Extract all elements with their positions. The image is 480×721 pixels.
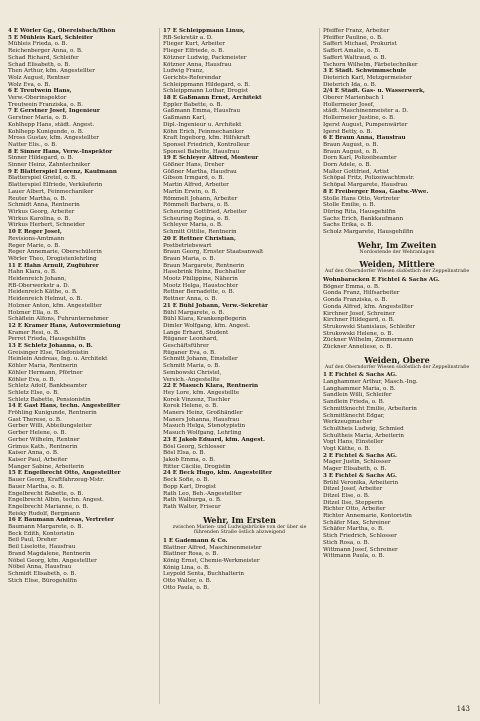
resident-line: Bühl Margarete, o. B.	[163, 309, 225, 316]
resident-line: Mager Justin, Schlosser	[323, 459, 391, 466]
address-entry	[323, 135, 471, 189]
resident-line: König Ernst, Chemie-Werkmeister	[163, 557, 260, 564]
resident-line: Schmittknecht Emilie, Arbeiterin	[323, 405, 417, 412]
resident-line: Ludwig Franz,	[163, 68, 205, 75]
section-note: Auf den Oberndorfer Wiesen südöstlich der Zeppelinstraße	[324, 269, 470, 275]
address-entry	[8, 88, 156, 108]
resident-line: Beck Sofie, o. B.	[163, 477, 210, 484]
address-entry	[323, 189, 471, 236]
resident-line: Schletz Adolf, Bankbeamter	[8, 383, 88, 390]
resident-line: Ritter Cäcilie, Drogistin	[163, 463, 231, 470]
resident-line: Kaiser Anna, o. B.	[8, 450, 59, 457]
resident-line: Kraft Ingeborg, kfm. Hilfskraft	[163, 135, 251, 142]
address-entry	[163, 155, 316, 235]
resident-line: Dorn Adele, o. B.	[323, 162, 372, 169]
resident-line: Baumann Margarete, o. B.	[8, 524, 84, 531]
column-1	[8, 28, 156, 704]
resident-line: Braun August, o. B.	[323, 141, 379, 148]
resident-line: Heidenreich Johann,	[8, 276, 67, 283]
resident-line: Gerber Willi, Abteilungsleiter	[8, 423, 92, 430]
resident-line: Reger Annemarie, Oberschülerin	[8, 249, 102, 256]
resident-line: Blattner Alfred, Maschinenmeister	[163, 544, 262, 551]
entry-heading: 3 E Städt. Schwimmschule	[323, 68, 407, 75]
resident-line: Kohlhepp Kunigunde, o. B.	[8, 128, 84, 135]
resident-line: Scholz Margarete, Hausgehilfin	[323, 229, 414, 236]
resident-line: Holzner Ella, o. B.	[8, 309, 60, 316]
resident-line: Engelbrecht Babette, o. B.	[8, 490, 84, 497]
resident-line: Ditzel Josef, Arbeiter	[323, 486, 383, 493]
resident-line: Heidenreich Helmut, o. B.	[8, 296, 83, 303]
resident-line: Langhammer Arthur, Masch.-Ing.	[323, 379, 418, 386]
resident-line: Schöpal Fritz, Polizeiwachtmstr.	[323, 175, 415, 182]
section-title: Wehr, Im Zweiten	[357, 239, 437, 250]
resident-line: Dimler Wolfgang, kfm. Angest.	[163, 322, 251, 329]
entry-heading: 4 E Wörler Gg., Oberelsbach/Rhön	[8, 28, 116, 34]
resident-line: Langhammer Maria, o. B.	[323, 385, 396, 392]
resident-line: Heinlein Andreas, Ing. u. Architekt	[8, 356, 108, 363]
resident-line: Perret Frieda, Hausgehilfin	[8, 336, 86, 343]
resident-line: Masuch Helga, Stenotypistin	[163, 423, 246, 430]
resident-line: Malter Gottfried, Artist	[323, 168, 390, 175]
address-entry	[163, 538, 316, 592]
resident-line: König Lina, o. B.	[163, 564, 210, 571]
resident-line: Schöpal Margarete, Hausfrau	[323, 182, 408, 189]
address-entry	[163, 303, 316, 383]
resident-line: Korek Vinzenz, Tischler	[163, 396, 231, 403]
resident-line: Schmittknecht Edgar,	[323, 412, 385, 419]
resident-line: Then Arthur, kfm. Angestellter	[8, 68, 95, 75]
resident-line: Köhn Erich, Feinmechaniker	[163, 128, 244, 135]
address-entry	[323, 473, 471, 560]
resident-line: Wirkus Karolina, o. B.	[8, 215, 71, 222]
address-entry	[163, 236, 316, 303]
column-2	[159, 28, 316, 704]
resident-line: Kötzner Anna, Hausfrau	[163, 61, 232, 68]
resident-line: Kötzner Ludwig, Packmeister	[163, 54, 247, 61]
entry-heading: 15 E Engelbrecht Otto, Angestellter	[8, 470, 121, 477]
resident-line: Gonda Alfred, kfm. Angestellter	[323, 303, 414, 310]
resident-line: Beck Edith, Kontoristin	[8, 530, 75, 537]
address-entry	[323, 372, 471, 452]
resident-line: Brühl Veronika, Arbeiterin	[323, 479, 399, 486]
resident-line: Gaßmann Karl,	[163, 115, 206, 122]
resident-line: Dieterich Karl, Metzgermeister	[323, 74, 412, 81]
address-entry	[8, 229, 156, 263]
resident-line: Gerber Helene, o. B.	[8, 430, 67, 437]
resident-line: Versich.-Angestellte	[163, 376, 220, 383]
address-entry	[8, 517, 156, 584]
resident-line: Kirchner Josef, Schreiner	[323, 310, 395, 317]
resident-line: Gast Therese, o. B.	[8, 416, 62, 423]
resident-line: Sandlein Frieda, o. B.	[323, 399, 385, 406]
resident-line: Zückner Wilhelm, Zimmermann	[323, 337, 414, 344]
resident-line: Rath Walter, Friseur	[163, 503, 221, 510]
resident-line: Masuch Wolfgang, Lehrling	[163, 430, 242, 437]
resident-line: Braun Georg, Ernster Staatsanwalt	[163, 249, 264, 256]
resident-line: Korek Helene, o. B.	[163, 403, 219, 410]
address-entry	[8, 323, 156, 343]
resident-line: Schleippmann Hildegard, o. B.	[163, 81, 251, 88]
resident-line: Gonda Franziska, o. B.	[323, 297, 388, 304]
resident-line: Gößner Hans, Dreher	[163, 162, 225, 169]
resident-line: Holzner Anton, kfm. Angestellter	[8, 302, 102, 309]
address-entry	[8, 263, 156, 323]
resident-line: Mager Elisabeth, o. B.	[323, 466, 387, 473]
entry-heading: 13 E Schletz Johanna, o. B.	[8, 343, 93, 350]
resident-line: Vogt Hans, Einsteller	[323, 439, 384, 446]
resident-line: Schmidt Anna, Rentnerin	[8, 202, 80, 209]
address-entry	[8, 169, 156, 229]
resident-line: Stich Rosa, o. B.	[323, 539, 370, 546]
resident-line: Maners Johanna, Hausfrau	[163, 416, 240, 423]
resident-line: Verw.-Oberinspektor	[8, 95, 67, 102]
resident-line: Rath Leo, Beh.-Angestellter	[163, 490, 242, 497]
resident-line: Maners Heinz, Großhändler	[163, 410, 243, 417]
resident-line: Grimus Kath., Rentnerin	[8, 443, 78, 450]
resident-line: Werkzeugmacher	[323, 419, 373, 426]
resident-line: Saffert Waltraud, o. B.	[323, 54, 387, 61]
entry-heading: Wohnbaracken E Fichtel & Sachs AG.	[323, 276, 440, 283]
resident-line: Mühleis Frieda, o. B.	[8, 41, 68, 48]
resident-line: Schmitt Johann, Einsteller	[163, 356, 238, 363]
resident-line: Schleippmann Lothar, Drogist	[163, 88, 249, 95]
resident-line: Kohlhepp Hans, städt. Angest.	[8, 121, 95, 128]
resident-line: Heidenreich Käthe, o. B.	[8, 289, 78, 296]
address-entry	[8, 28, 156, 35]
resident-line: Postbetriebswart	[163, 242, 212, 249]
resident-line: Igerst August, Pumpenwärter	[323, 121, 408, 128]
resident-line: Sembowski Christel,	[163, 369, 222, 376]
resident-line: Otto Paula, o. B.	[163, 584, 210, 591]
resident-line: Schad Elisabeth, o. B.	[8, 61, 71, 68]
entry-heading: 14 E Gast Hans, techn. Angestellter	[8, 403, 121, 410]
resident-line: Gößner Martha, Hausfrau	[163, 168, 237, 175]
resident-line: Martin Alfred, Arbeiter	[163, 182, 229, 189]
entry-heading: 6 E Treutwein Hans,	[8, 88, 72, 95]
resident-line: Gonda Franz, Hilfsarbeiter	[323, 290, 400, 297]
resident-line: Gerber Wilhelm, Rentner	[8, 436, 80, 443]
resident-line: Schletz Babette, Pensionistin	[8, 396, 91, 403]
address-entry	[8, 35, 156, 89]
address-entry	[8, 108, 156, 148]
entry-heading: 3 E Fichtel & Sachs AG.	[323, 472, 397, 479]
entry-heading: 11 E Hahn Arnulf, Zugführer	[8, 262, 99, 269]
resident-line: Engelbrecht Albin, techn. Angest.	[8, 497, 104, 504]
resident-line: Sponsel Friedrich, Kontrolleur	[163, 141, 250, 148]
resident-line: Dieterich Ida, o. B.	[323, 81, 377, 88]
resident-line: Gerichts-Referendar	[163, 74, 222, 81]
resident-line: Flieger Elfriede, o. B.	[163, 48, 224, 55]
resident-line: Jakob Emma, o. B.	[163, 457, 215, 463]
resident-line: Stolle Hans Otto, Vertreter	[323, 195, 400, 202]
entry-heading: 5 E Mühleis Karl, Schleifer	[8, 34, 93, 41]
resident-line: Geschäftsführer	[163, 343, 209, 350]
resident-line: Blatterspiel Gretel, o. B.	[8, 175, 77, 182]
entry-heading: 1 E Fichtel & Sachs AG.	[323, 372, 397, 379]
entry-heading: 17 E Schleippmann Linus,	[163, 28, 245, 34]
resident-line: Gibson Irmgard, o. B.	[163, 175, 225, 182]
resident-line: Stich Friedrich, Schlosser	[323, 533, 397, 540]
resident-line: Strukowski Helene, o. B.	[323, 330, 394, 337]
resident-line: RB-Oberwerkstr a. D.	[8, 282, 70, 289]
resident-line: Hahn Klara, o. B.	[8, 269, 57, 276]
resident-line: Tschorn Wilhelm, Färbetechniker	[323, 61, 418, 68]
resident-line: Reuter Martha, o. B.	[8, 195, 67, 202]
resident-line: Schmidt Elisabeth, o. B.	[8, 570, 77, 577]
entry-heading: 1 E Gademann & Co.	[163, 537, 228, 544]
resident-line: Reger Marie, o. B.	[8, 242, 60, 249]
resident-line: städt. Maschinenmeister a. D.	[323, 108, 409, 115]
resident-line: Braun August, o. B.	[323, 148, 379, 155]
resident-line: Brand Magdalene, Rentnerin	[8, 550, 91, 557]
resident-line: Schmitt Ottilie, Rentnerin	[163, 229, 237, 236]
resident-line: Sandlein Willi, Schleifer	[323, 392, 392, 399]
address-entry	[163, 437, 316, 471]
resident-line: Mross Gustav, kfm. Angestellter	[8, 135, 99, 142]
entry-heading: 10 E Reger Josef,	[8, 229, 62, 236]
resident-line: Richter Otto, Arbeiter	[323, 506, 386, 513]
resident-line: Otto Walter, o. B.	[163, 578, 212, 585]
resident-line: Natter Elis., o. B.	[8, 141, 58, 148]
resident-line: Rettner Bernadette, o. B.	[163, 289, 235, 296]
entry-heading: 16 E Baumann Andreas, Vertreter	[8, 517, 114, 524]
resident-line: Revisions-Amtmann	[8, 235, 65, 242]
resident-line: Kramer Resi, o. B.	[8, 329, 60, 336]
resident-line: Schleyer Maria, o. B.	[163, 222, 223, 229]
resident-line: Rettner Anna, o. B.	[163, 296, 218, 303]
resident-line: Köhler Maria, Rentnerin	[8, 363, 78, 370]
resident-line: Sinner Heinz, Zahntechniker	[8, 162, 91, 169]
resident-line: Wittmann Josef, Schreiner	[323, 546, 398, 553]
resident-line: Beil Paul, Dreher	[8, 537, 57, 544]
resident-line: Bösl Elsa, o. B.	[163, 450, 206, 457]
resident-line: Kirchner Hildegard, o. B.	[323, 317, 395, 324]
address-entry	[323, 453, 471, 473]
resident-line: Schäfer Max, Schreiner	[323, 519, 391, 526]
resident-line: Greisinger Else, Telefonistin	[8, 349, 89, 356]
resident-line: Rüganer Eva, o. B.	[163, 349, 216, 356]
resident-line: Pfeiffer Pauline, o. B.	[323, 34, 383, 41]
resident-line: Wörler Theo, Drogistenlehrling	[8, 255, 97, 262]
resident-line: Blattner Rosa, o. B.	[163, 551, 219, 558]
resident-line: Mootz Philippine, Näherin	[163, 276, 238, 283]
entry-heading: 20 E Rettner Christian,	[163, 235, 236, 242]
entry-heading: 18 E Gaßmann Ernst, Architekt	[163, 95, 262, 102]
address-entry	[323, 88, 471, 135]
resident-line: Düring Rita, Hausgehilfin	[323, 208, 396, 215]
entry-heading: 8 E Sinner Hans, Verw.-Inspektor	[8, 148, 113, 155]
resident-line: Braun Maria, o. B.	[163, 255, 216, 262]
resident-line: Rath Walburga, o. B.	[163, 497, 222, 504]
resident-line: Reisky Rudolf, Bergmann	[8, 510, 81, 517]
entry-heading: 21 E Bühl Johann, Verw.-Sekretär	[163, 302, 268, 309]
resident-line: Saffert Michael, Prokurist	[323, 41, 397, 48]
resident-line: Sachs Erika, o. B.	[323, 222, 374, 229]
resident-line: Sponsel Babette, Hausfrau	[163, 148, 240, 155]
entry-heading: 12 E Kramer Hans, Autovermietung	[8, 322, 121, 329]
resident-line: Bögner Emma, o. B.	[323, 283, 380, 290]
resident-line: Leypold Senta, Buchhalterin	[163, 571, 244, 578]
address-entry	[163, 95, 316, 155]
resident-line: Braun Margarete, Rentnerin	[163, 262, 245, 269]
resident-line: Schultheis Maria, Arbeiterin	[323, 432, 404, 439]
resident-line: Treutwein Franziska, o. B.	[8, 101, 83, 108]
resident-line: Vogt Käthe, o. B.	[323, 446, 371, 453]
entry-heading: 22 E Masuch Klara, Rentnerin	[163, 383, 259, 390]
resident-line: Stich Elise, Bürogehilfin	[8, 577, 77, 584]
address-entry	[8, 470, 156, 517]
resident-line: Rüganer Leonhard,	[163, 336, 219, 343]
resident-line: RB-Sekretär a. D.	[163, 34, 213, 41]
resident-line: Scheuring Regina, o. B.	[163, 215, 231, 222]
resident-line: Bühl Klara, Krankenpflegerin	[163, 316, 247, 323]
resident-line: Köhler Hermann, Pförtner	[8, 369, 83, 376]
resident-line: Bauer Martha, o. B.	[8, 483, 65, 490]
entry-heading: 8 E Freiberger Rosa, Gastw.-Wwe.	[323, 188, 429, 195]
resident-line: Köhler Eva, o. B.	[8, 376, 56, 383]
resident-line: Martin Erwin, o. B.	[163, 188, 218, 195]
resident-line: Wolz Eva, o. B.	[8, 81, 51, 88]
resident-line: Eppler Babette, o. B.	[163, 101, 223, 108]
resident-line: Saffert Amalie, o. B.	[323, 48, 380, 55]
resident-line: Lauer Albert, Feinmechaniker	[8, 188, 94, 195]
entry-heading: Pfeiffer Franz, Arbeiter	[323, 28, 390, 34]
resident-line: Richter Annemarie, Kontoristin	[323, 513, 412, 520]
resident-line: Hasebrink Heinz, Buchhalter	[163, 269, 246, 276]
resident-line: Igerst Betty, o. B.	[323, 128, 373, 135]
resident-line: Dorn Karl, Polizeibeamter	[323, 155, 397, 162]
resident-line: Sinner Hildegard, o. B.	[8, 155, 74, 162]
resident-line: Gaßmann Emma, Hausfrau	[163, 108, 241, 115]
entry-heading: 24 E Beck Hugo, kfm. Angestellter	[163, 470, 272, 477]
address-entry	[323, 28, 471, 68]
resident-line: Schmitt Maria, o. B.	[163, 363, 221, 370]
section-title: Wehr, Im Ersten	[203, 514, 276, 525]
resident-line: Flieger Kurt, Arbeiter	[163, 41, 225, 48]
address-entry	[163, 28, 316, 95]
resident-line: Nöbel Anna, Hausfrau	[8, 564, 72, 571]
resident-line: Dipl.-Ingenieur u. Architekt	[163, 121, 242, 128]
section-title: Weiden, Obere	[364, 354, 430, 365]
address-entry	[8, 403, 156, 470]
resident-line: Römmelt Johann, Arbeiter	[163, 195, 238, 202]
address-entry	[323, 68, 471, 88]
resident-line: Engelbrecht Marianne, o. B.	[8, 503, 89, 510]
entry-heading: 7 E Gerstner Josef, Ingenieur	[8, 108, 100, 115]
entry-heading: 2/4 E Städt. Gas- u. Wasserwerk,	[323, 88, 425, 95]
resident-line: Bopp Karl, Drogist	[163, 483, 216, 490]
entry-heading: 19 E Schleyer Alfred, Monteur	[163, 155, 259, 162]
resident-line: Wolz August, Rentner	[8, 74, 70, 81]
resident-line: Schad Richard, Schleifer	[8, 54, 79, 61]
resident-line: Oberer Marienbach 1	[323, 95, 385, 102]
address-entry	[163, 470, 316, 510]
page-number: 143	[456, 705, 470, 714]
resident-line: Hollermeier Justine, o. B.	[323, 115, 395, 122]
section-title: Weiden, Mittlere	[359, 259, 435, 270]
resident-line: Hollermeier Josef,	[323, 101, 375, 108]
address-entry	[323, 277, 471, 351]
columns	[8, 28, 472, 704]
column-3	[319, 28, 471, 704]
resident-line: Wirkus Herbert, Schneider	[8, 222, 85, 229]
resident-line: Wirkus Georg, Arbeiter	[8, 208, 75, 215]
address-entry	[163, 383, 316, 437]
resident-line: Bauer Georg, Kraftfahrzeug-Mstr.	[8, 477, 104, 484]
resident-line: Blatterspiel Elfriede, Verkäuferin	[8, 182, 103, 189]
resident-line: Reichenberger Anna, o. B.	[8, 48, 83, 55]
resident-line: Nöbel Georg, kfm. Angestellter	[8, 557, 97, 564]
resident-line: Scheuring Gottfried, Arbeiter	[163, 208, 247, 215]
entry-heading: 23 E Jakob Eduard, kfm. Angest.	[163, 436, 265, 443]
resident-line: Schletz Else, o. B.	[8, 389, 59, 396]
resident-line: Stolle Emilie, o. B.	[323, 202, 376, 209]
resident-line: Strukowski Stanislaus, Schleifer	[323, 323, 416, 330]
resident-line: Ditzel Else, o. B.	[323, 492, 370, 499]
resident-line: Beil Liselotte, Hausfrau	[8, 544, 76, 551]
resident-line: Ditzel Ilse, Stepperin	[323, 499, 384, 506]
address-entry	[8, 343, 156, 403]
resident-line: Wittmann Paula, o. B.	[323, 553, 385, 560]
resident-line: Schäfer Martha, o. B.	[323, 526, 384, 533]
resident-line: Sachs Erich, Bankkaufmann	[323, 215, 404, 222]
resident-line: Lange Erhard, Student	[163, 329, 229, 336]
entry-heading: 2 E Fichtel & Sachs AG.	[323, 452, 397, 459]
resident-line: Schäflein Alfons, Fuhrunternehmer	[8, 316, 109, 323]
section-note: zwischen Marien- und Ludwigsbrücke von der über sie führenden Straße östlich abzweigend	[172, 524, 307, 536]
section-note: Auf den Oberndorfer Wiesen südöstlich der Zeppelinstraße	[324, 364, 470, 370]
resident-line: Römmelt Barbara, o. B.	[163, 202, 230, 209]
resident-line: Zückner Anneliese, o. B.	[323, 344, 393, 351]
section-note: Nordostende der Wehranlagen	[359, 249, 435, 255]
resident-line: Kaiser Paul, Arbeiter	[8, 457, 68, 463]
resident-line: Schultheis Ludwig, Schmied	[323, 425, 404, 432]
resident-line: Bösl Georg, Schlosser	[163, 443, 226, 450]
resident-line: Manger Sabine, Arbeiterin	[8, 463, 85, 470]
resident-line: Gerstner Maria, o. B.	[8, 115, 69, 122]
resident-line: Fröhling Kunigunde, Rentnerin	[8, 410, 97, 417]
resident-line: Mootz Helga, Haustochter	[163, 282, 239, 289]
entry-heading: 9 E Blatterspiel Lorenz, Kaufmann	[8, 168, 117, 175]
address-entry	[8, 149, 156, 169]
resident-line: Hey Lore, kfm. Angestellte	[163, 389, 240, 396]
entry-heading: 6 E Braun Anna, Hausfrau	[323, 135, 406, 142]
